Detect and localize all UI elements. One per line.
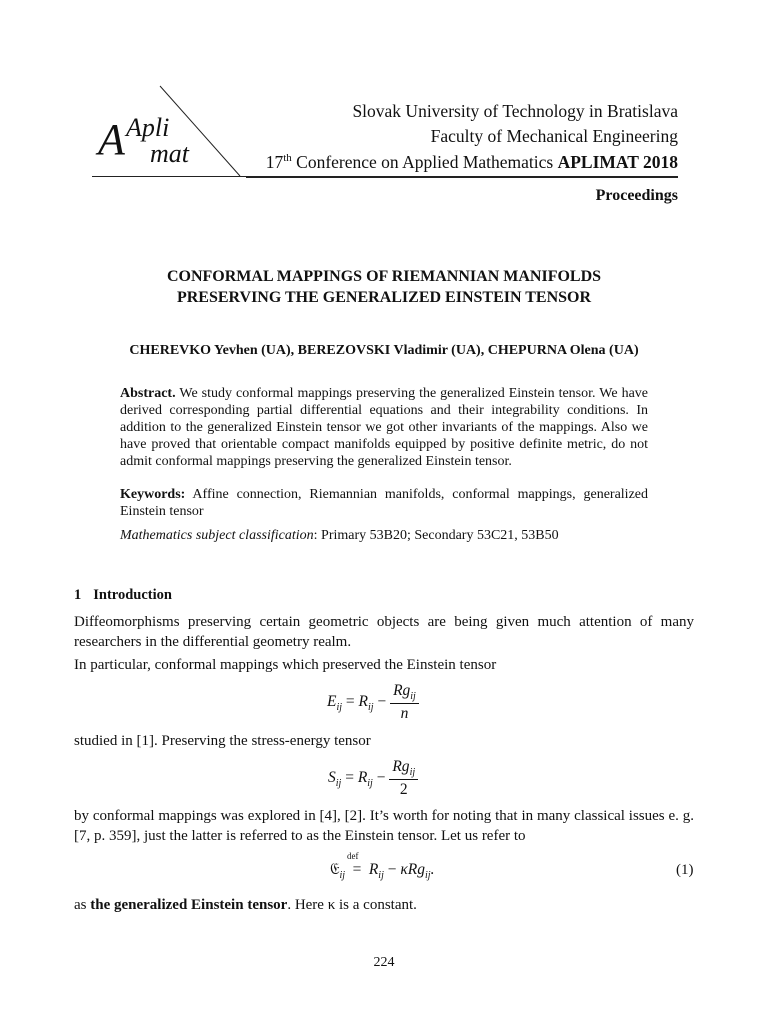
section-number: 1 [74, 587, 82, 603]
keywords [120, 486, 648, 520]
paragraph-5 [74, 895, 694, 915]
paragraph-3: studied in [1]. Preserving the stress-energy tensor [74, 733, 371, 749]
svg-text:A: A [98, 115, 125, 164]
abstract-text: We study conformal mappings preserving the generalized Einstein tensor. We have derived corresponding partial differential equations and their integrability conditions. In addition to the generalized Einstein tensor we got other invariants of the mappings. Also we have proved that orientable compact manifolds equipped by positive definite metric, do not admit conformal mappings preserving the generalized Einstein tensor. [120, 386, 648, 469]
conference-ordinal: 17 [265, 152, 284, 172]
equation-number: (1) [676, 862, 694, 878]
faculty-name: Faculty of Mechanical Engineering [430, 126, 678, 146]
conference-brand: APLIMAT 2018 [557, 152, 678, 172]
svg-text:mat: mat [150, 139, 189, 168]
aplimat-logo [92, 84, 242, 184]
section-heading [74, 587, 172, 604]
keywords-label: Keywords: [120, 487, 186, 502]
paragraph-5-suffix: . Here κ is a constant. [287, 897, 417, 913]
paragraph-2: In particular, conformal mappings which preserved the Einstein tensor [74, 657, 497, 673]
msc-label: Mathematics subject classification [120, 528, 314, 543]
abstract-label: Abstract. [120, 386, 176, 401]
msc-text: : Primary 53B20; Secondary 53C21, 53B50 [313, 528, 559, 543]
section-title: Introduction [93, 587, 172, 603]
conference-ordinal-suffix: th [283, 152, 292, 165]
paragraph-1: Diffeomorphisms preserving certain geometric objects are being given much attention of many researchers in the differential geometry realm. [74, 614, 694, 650]
paper-title-line1: CONFORMAL MAPPINGS OF RIEMANNIAN MANIFOLDS [166, 268, 602, 285]
generalized-einstein-term: the generalized Einstein tensor [90, 897, 288, 913]
keywords-text: Affine connection, Riemannian manifolds, conformal mappings, generalized Einstein tensor [120, 487, 648, 519]
university-name: Slovak University of Technology in Bratislava [352, 101, 678, 121]
conference-line [266, 152, 678, 173]
paragraph-4: by conformal mappings was explored in [4], [2]. It’s worth for noting that in many classical issues e. g. [7, p. 359], just the latter is referred to as the Einstein tensor. Let us refer to [74, 808, 694, 844]
msc-classification [120, 527, 648, 544]
equation-einstein-tensor: $E_{ij} = R_{ij}$ − $\frac{Rg_{ij}}{n}$ [327, 682, 419, 723]
header-rule-bottom [246, 177, 678, 178]
equation-generalized-einstein: 𝔈$_{ij}$ = def $R_{ij} - \kappa Rg_{ij}$. [330, 851, 435, 882]
proceedings-label: Proceedings [595, 187, 678, 204]
paragraph-5-prefix: as [74, 897, 91, 913]
paper-authors: CHEREVKO Yevhen (UA), BEREZOVSKI Vladimir (UA), CHEPURNA Olena (UA) [129, 343, 639, 358]
svg-text:Apli: Apli [126, 113, 170, 142]
equation-stress-energy: $S_{ij} = R_{ij}$ − $\frac{Rg_{ij}}{2}$ [328, 758, 418, 799]
conference-name: Conference on Applied Mathematics [291, 152, 558, 172]
paper-title-line2: PRESERVING THE GENERALIZED EINSTEIN TENSOR [176, 289, 592, 306]
abstract [120, 385, 648, 470]
page-number: 224 [373, 955, 395, 970]
